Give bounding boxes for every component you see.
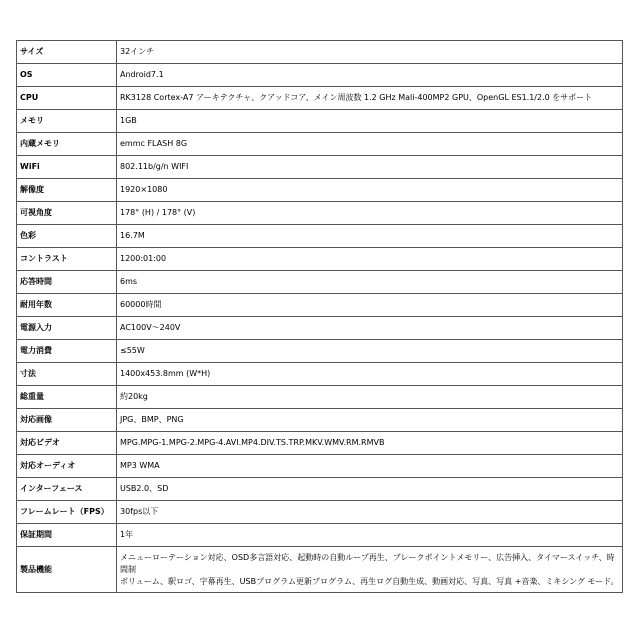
feature-line: メニューローテーション対応、OSD多言語対応、起動時の自動ループ再生、ブレークポイントメモリー、広告挿入、タイマースイッチ、時間制	[120, 552, 615, 574]
spec-row-lifespan	[17, 294, 623, 317]
spec-row-storage	[17, 133, 623, 156]
spec-value: ≤55W	[117, 340, 623, 363]
spec-label: WiFi	[17, 156, 117, 179]
spec-label: 対応ビデオ	[17, 432, 117, 455]
spec-row-dimensions	[17, 363, 623, 386]
spec-value: 178° (H) / 178° (V)	[117, 202, 623, 225]
spec-label: サイズ	[17, 41, 117, 64]
spec-row-video-formats	[17, 432, 623, 455]
spec-row-cpu	[17, 87, 623, 110]
spec-row-frame-rate	[17, 501, 623, 524]
spec-value: 6ms	[117, 271, 623, 294]
spec-row-response-time	[17, 271, 623, 294]
spec-value: 1400x453.8mm (W*H)	[117, 363, 623, 386]
spec-label: 製品機能	[17, 547, 117, 593]
spec-value: USB2.0、SD	[117, 478, 623, 501]
spec-label: 対応画像	[17, 409, 117, 432]
spec-label: CPU	[17, 87, 117, 110]
spec-value: MP3 WMA	[117, 455, 623, 478]
spec-row-colors	[17, 225, 623, 248]
spec-row-contrast	[17, 248, 623, 271]
spec-row-interface	[17, 478, 623, 501]
spec-value: RK3128 Cortex-A7 アーキテクチャ、クアッドコア、メイン周波数 1.2 GHz Mali-400MP2 GPU、OpenGL ES1.1/2.0 をサポート	[117, 87, 623, 110]
spec-label: 対応オーディオ	[17, 455, 117, 478]
spec-value: 約20kg	[117, 386, 623, 409]
spec-value	[117, 547, 623, 593]
spec-value: JPG、BMP、PNG	[117, 409, 623, 432]
spec-label: 保証期間	[17, 524, 117, 547]
spec-row-features	[17, 547, 623, 593]
spec-value: AC100V～240V	[117, 317, 623, 340]
spec-row-audio-formats	[17, 455, 623, 478]
spec-label: コントラスト	[17, 248, 117, 271]
spec-value: MPG.MPG-1.MPG-2.MPG-4.AVI.MP4.DIV.TS.TRP.MKV.WMV.RM.RMVB	[117, 432, 623, 455]
spec-row-warranty	[17, 524, 623, 547]
spec-label: 電源入力	[17, 317, 117, 340]
spec-value: 1年	[117, 524, 623, 547]
spec-value: 802.11b/g/n WIFI	[117, 156, 623, 179]
spec-label: フレームレート（FPS）	[17, 501, 117, 524]
spec-value: 16.7M	[117, 225, 623, 248]
spec-value: 1GB	[117, 110, 623, 133]
feature-line: ボリューム、駅ロゴ、字幕再生、USBプログラム更新プログラム、再生ログ自動生成、動画対応、写真、写真 +音楽、ミキシング モード。	[120, 576, 619, 586]
spec-label: 可視角度	[17, 202, 117, 225]
spec-row-resolution	[17, 179, 623, 202]
spec-row-viewing-angle	[17, 202, 623, 225]
spec-row-memory	[17, 110, 623, 133]
spec-value: 1920×1080	[117, 179, 623, 202]
spec-label: 内蔵メモリ	[17, 133, 117, 156]
spec-row-weight	[17, 386, 623, 409]
spec-row-power-consumption	[17, 340, 623, 363]
spec-value: Android7.1	[117, 64, 623, 87]
spec-label: 応答時間	[17, 271, 117, 294]
spec-label: 総重量	[17, 386, 117, 409]
spec-value: 30fps以下	[117, 501, 623, 524]
spec-value: 1200:01:00	[117, 248, 623, 271]
spec-table	[16, 40, 623, 593]
spec-row-os	[17, 64, 623, 87]
spec-value: 32インチ	[117, 41, 623, 64]
spec-label: 色彩	[17, 225, 117, 248]
spec-label: 耐用年数	[17, 294, 117, 317]
spec-label: 寸法	[17, 363, 117, 386]
spec-row-power-input	[17, 317, 623, 340]
spec-value: 60000時間	[117, 294, 623, 317]
spec-label: OS	[17, 64, 117, 87]
spec-label: インターフェース	[17, 478, 117, 501]
spec-label: 電力消費	[17, 340, 117, 363]
spec-label: メモリ	[17, 110, 117, 133]
spec-row-image-formats	[17, 409, 623, 432]
spec-row-size	[17, 41, 623, 64]
spec-label: 解像度	[17, 179, 117, 202]
spec-row-wifi	[17, 156, 623, 179]
spec-value: emmc FLASH 8G	[117, 133, 623, 156]
